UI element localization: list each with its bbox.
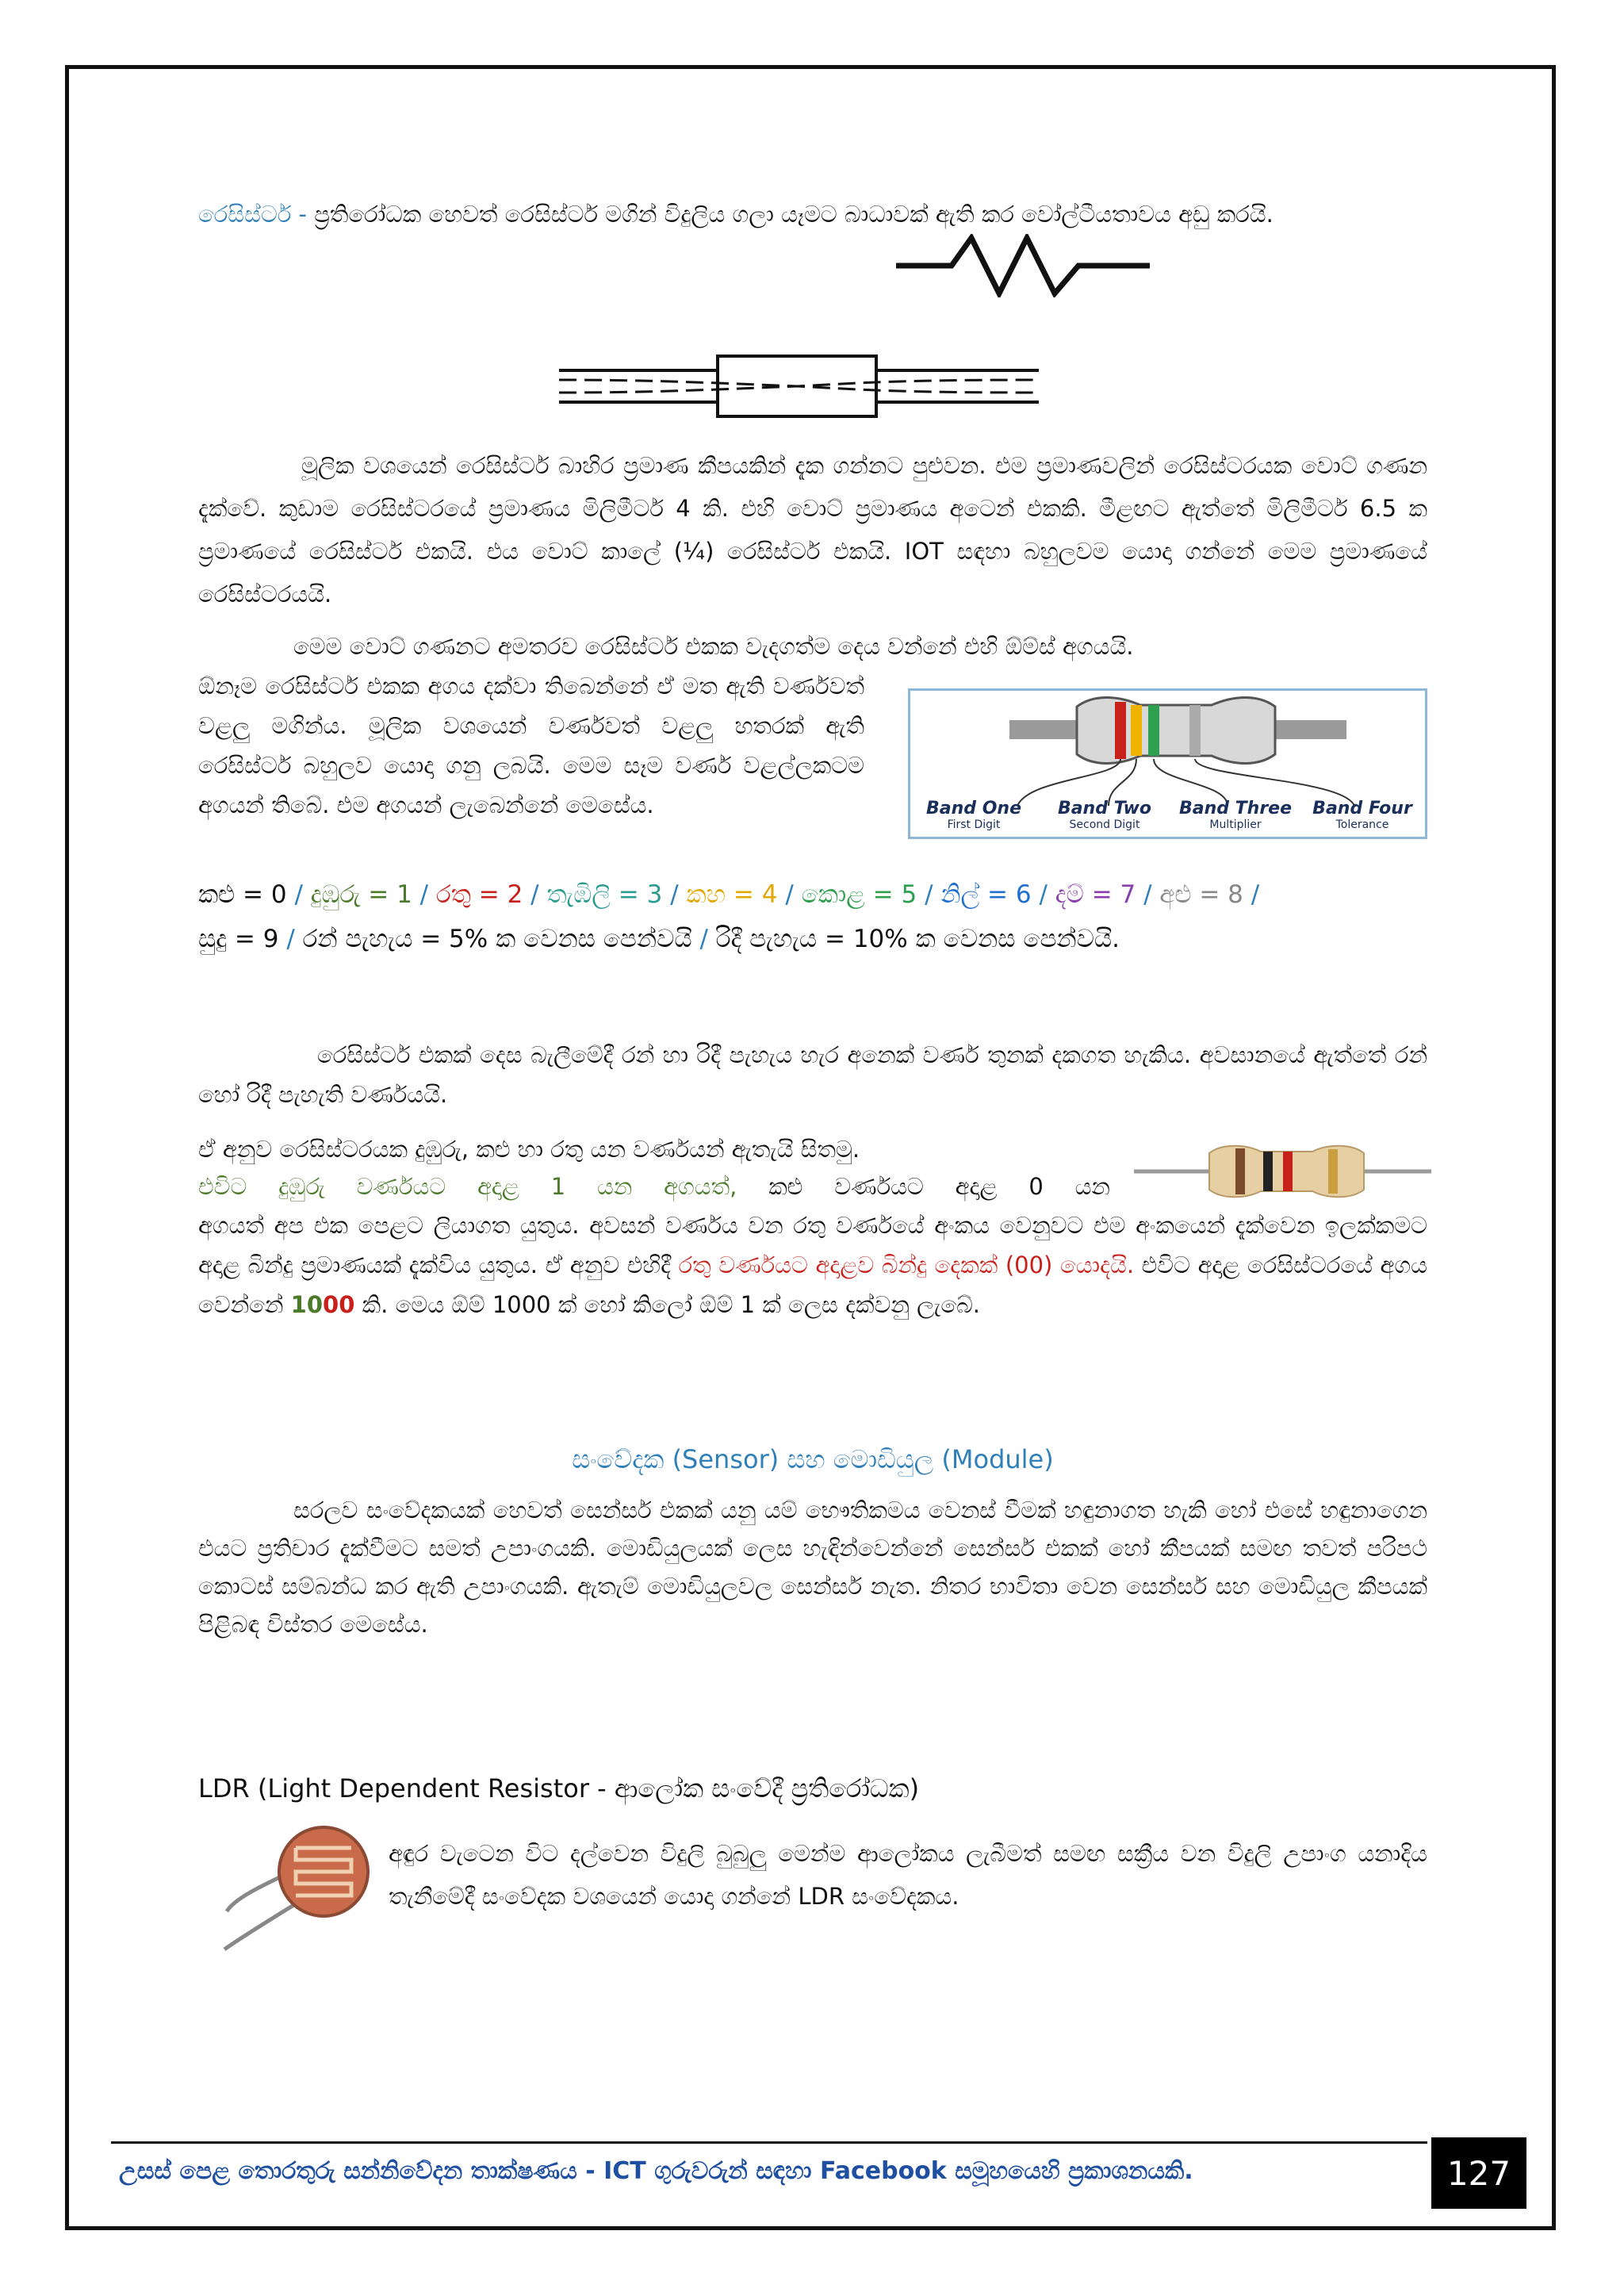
- color-code-list: [198, 872, 1435, 961]
- resistor-symbol: [896, 234, 1150, 297]
- resistor-photo: [1134, 1136, 1431, 1207]
- example-value-b: 00: [323, 1291, 355, 1318]
- code-brown: දුඹුරු = 1: [310, 880, 412, 909]
- band-diagram: [908, 688, 1427, 839]
- footer-text: උසස් පෙළ තොරතුරු සන්නිවේදන තාක්ෂණය - ICT ගුරුවරුන් සඳහා Facebook සමූහයෙහි ප්‍රකාශනයකි.: [119, 2157, 1193, 2185]
- example-after-value: කි. මෙය ඕම් 1000 ක් හෝ කිලෝ ඕම් 1 ක් ලෙස දක්වනු ලැබේ.: [362, 1291, 981, 1318]
- code-sep: /: [294, 880, 303, 909]
- para-ohm-rest: ඕනෑම රෙසිස්ටර් එකක අගය දක්වා තිබෙන්නේ ඒ මත ඇති වර්ණවත් වළලු මගින්ය. මූලික වශයෙන් වර්ණවත් වළලු හතරක් ඇති රෙසිස්ටර් බහුලව යොදා ගනු ලබයි. මෙම සෑම වර්ණ වළල්ලකටම අගයන් තිබේ. එම අගයන් ලැබෙන්නේ මෙසේය.: [198, 673, 864, 818]
- para-sensor: සරලව සංවේදකයක් හෙවත් සෙන්සර් එකක් යනු යම් භෞතිකමය වෙනස් වීමක් හඳුනාගත හැකි හෝ එසේ හඳුනාගෙන එයට ප්‍රතිචාර දැක්වීමට සමත් උපාංගයකි. මොඩියුලයක් ලෙස හැඳින්වෙන්නේ සෙන්සර් එකක් හෝ කීපයක් සමඟ තවත් පරිපථ කොටස් සම්බන්ධ කර ඇති උපාංගයකි. ඇතැම් මොඩියුලවල සෙන්සර් නැත. නිතර භාවිතා වෙන සෙන්සර් සහ මොඩියුල කීපයක් පිළිබඳ විස්තර මෙසේය.: [198, 1497, 1427, 1638]
- band-four-sub: Tolerance: [1335, 818, 1389, 831]
- code-blue: නිල් = 6: [940, 880, 1032, 909]
- resistor-intro-text: ප්‍රතිරෝධක හෙවත් රෙසිස්ටර් මගින් විදුලිය ගලා යෑමට බාධාවක් ඇති කර වෝල්ටීයතාවය අඩු කරයි.: [314, 201, 1274, 228]
- flow-restriction-diagram: [559, 353, 1043, 420]
- code-white: සුදු = 9: [198, 925, 279, 953]
- para-ohm-intro: මෙම වොට් ගණනට අමතරව රෙසිස්ටර් එකක වැදගත්ම දෙය වන්නේ එහි ඕම්ස් අගයයි.: [293, 633, 1134, 660]
- code-orange: තැඹිලි = 3: [546, 880, 663, 909]
- example-green-text: එවිට දුඹුරු වර්ණයට අදාළ 1 යන අගයත්,: [198, 1173, 737, 1200]
- code-sep: /: [530, 880, 539, 909]
- resistor-intro: [198, 194, 1427, 234]
- code-silver: රිදී පැහැය = 10% ක වෙනස පෙන්වයි.: [715, 925, 1120, 953]
- para-example-line2: [198, 1167, 1110, 1205]
- code-sep: /: [1143, 880, 1152, 909]
- para-example-body: [198, 1205, 1427, 1324]
- band-one-label: Band One: [926, 799, 1021, 818]
- para-ldr: අඳුර වැටෙන විට දල්වෙන විදුලි බුබුලු මෙන්ම ආලෝකය ලැබීමත් සමඟ සක්‍රීය වන විදුලි උපාංග යනාදිය තැනීමේදී සංවේදක වශයෙන් යොදා ගන්නේ LDR සංවේදකය.: [389, 1840, 1427, 1910]
- sensor-heading: සංවේදක (Sensor) සහ මොඩියුල (Module): [572, 1444, 1054, 1474]
- code-sep: /: [699, 925, 708, 953]
- code-sep: /: [1251, 880, 1260, 909]
- code-grey: අළු = 8: [1159, 880, 1243, 909]
- code-sep: /: [1039, 880, 1048, 909]
- example-body-text: අගයත් අප එක පෙළට ලියාගත යුතුය. අවසන් වර්ණය වන රතු වර්ණයේ අංකය වෙනුවට එම අංකයෙන් දැක්වෙන ඉලක්කමට අදාළ බින්දු ප්‍රමාණයක් දැක්විය යුතුය. ඒ අනුව එහිදී: [198, 1212, 1427, 1278]
- code-sep: /: [419, 880, 429, 909]
- code-red: රතු = 2: [435, 880, 523, 909]
- code-sep: /: [785, 880, 794, 909]
- code-gold: රන් පැහැය = 5% ක වෙනස පෙන්වයි: [302, 925, 692, 953]
- band-four-label: Band Four: [1312, 799, 1412, 818]
- page-number: 127: [1431, 2137, 1526, 2209]
- example-line2-rest: කළු වර්ණයට අදාළ 0 යන: [768, 1173, 1110, 1200]
- code-sep: /: [286, 925, 295, 953]
- para-example-line1: ඒ අනුව රෙසිස්ටරයක දුඹුරු, කළු හා රතු යන වර්ණයන් ඇතැයි සිතමු.: [198, 1136, 860, 1163]
- para-reading: රෙසිස්ටර් එකක් දෙස බැලීමේදී රන් හා රිදී පැහැය හැර අනෙක් වර්ණ තුනක් දකගත හැකිය. අවසානයේ ඇත්තේ රන් හෝ රිදී පැහැති වර්ණයයි.: [198, 1041, 1427, 1108]
- code-yellow: කහ = 4: [686, 880, 778, 909]
- example-after-red: එවිට අදාළ රෙසිස්ටරයේ අගය වෙන්නේ: [198, 1251, 1427, 1318]
- footer-rule: [111, 2141, 1427, 2144]
- code-sep: /: [925, 880, 933, 909]
- code-green: කොළ = 5: [801, 880, 917, 909]
- band-one-sub: First Digit: [947, 818, 1001, 831]
- ldr-heading: LDR (Light Dependent Resistor - ආලෝක සංවේදී ප්‍රතිරෝධක): [198, 1773, 920, 1803]
- band-three-sub: Multiplier: [1209, 818, 1262, 831]
- band-two-label: Band Two: [1057, 799, 1152, 818]
- example-value-a: 10: [290, 1291, 324, 1318]
- resistor-term: රෙසිස්ටර් -: [198, 201, 308, 228]
- ldr-photo: [220, 1824, 379, 1959]
- para-sizes: මූලික වශයෙන් රෙසිස්ටර් බාහිර ප්‍රමාණ කීපයකින් දැක ගන්නට පුළුවන. එම ප්‍රමාණවලින් රෙසිස්ටරයක වොට් ගණන දැක්වේ. කුඩාම රෙසිස්ටරයේ ප්‍රමාණය මිලිමීටර් 4 කි. එහි වොට් ප්‍රමාණය අටෙන් එකකි. මීළඟට ඇත්තේ මිලිමීටර් 6.5 ක ප්‍රමාණයේ රෙසිස්ටර් එකයි. එය වොට් කාලේ (¼) රෙසිස්ටර් එකයි. IOT සඳහා බහුලවම යොදා ගන්නේ මෙම ප්‍රමාණයේ රෙසිස්ටරයයි.: [198, 452, 1427, 608]
- band-two-sub: Second Digit: [1069, 818, 1140, 831]
- code-sep: /: [670, 880, 679, 909]
- example-red-text: රතු වර්ණයට අදාළව බින්දු දෙකක් (00) යොදයි.: [678, 1251, 1135, 1278]
- code-black: කළු = 0: [198, 880, 287, 909]
- code-violet: දම් = 7: [1055, 880, 1136, 909]
- band-three-label: Band Three: [1178, 799, 1293, 818]
